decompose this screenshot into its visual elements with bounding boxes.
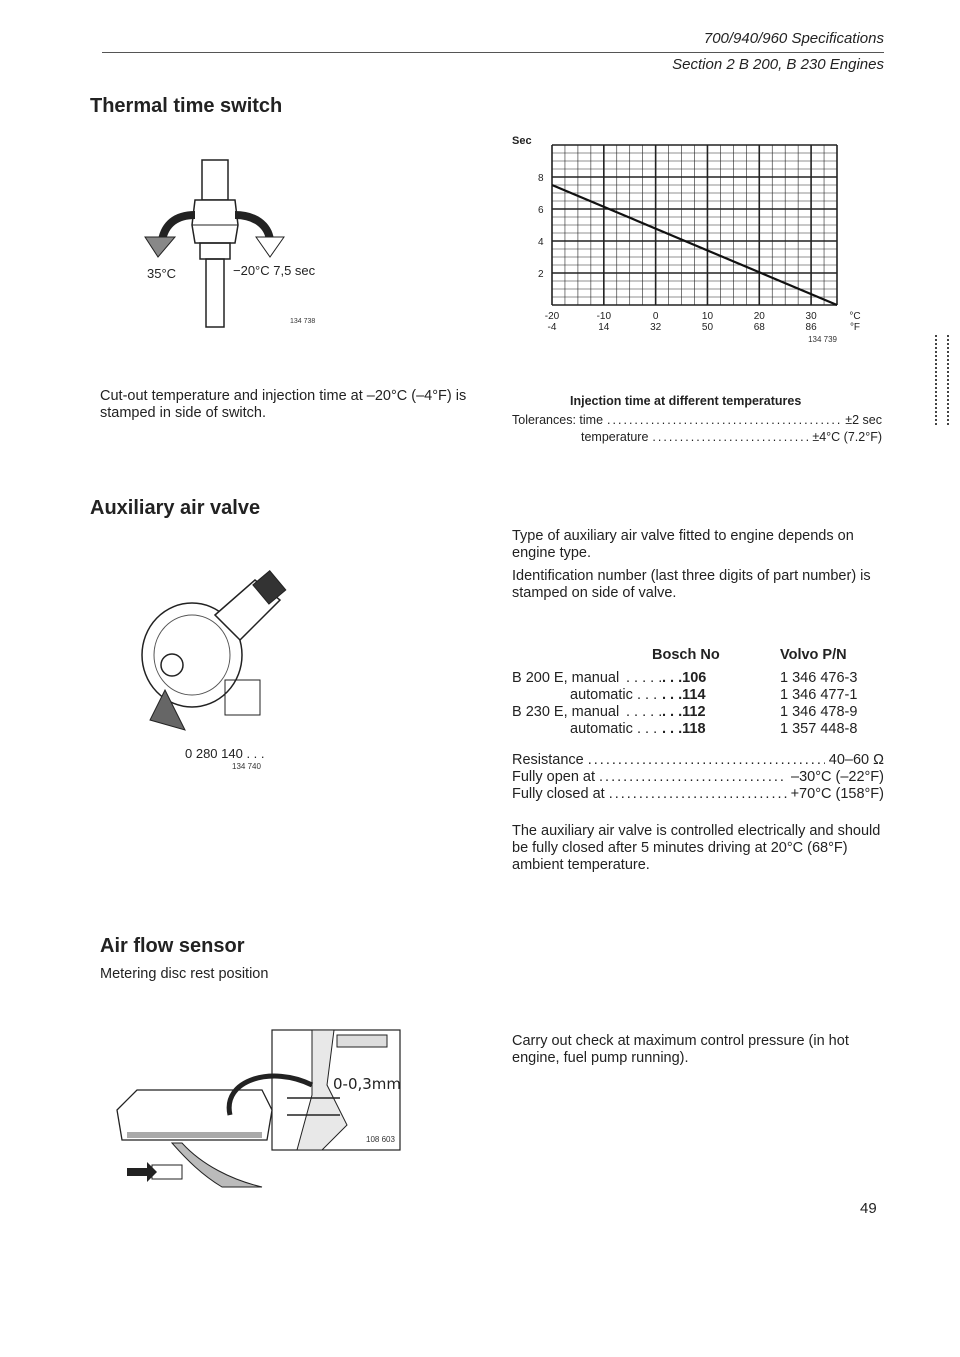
x-tick-label-c: 30 bbox=[805, 311, 817, 322]
row-volvo: 1 346 478-9 bbox=[780, 704, 858, 720]
chart-title: Injection time at different temperatures bbox=[570, 394, 802, 408]
open-label: Fully open at bbox=[512, 769, 596, 785]
row-bosch: . . .106 bbox=[662, 670, 707, 686]
y-tick-label: 6 bbox=[538, 205, 544, 216]
x-tick-label-f: 50 bbox=[701, 322, 714, 333]
col-volvo: Volvo P/N bbox=[780, 647, 847, 663]
tolerance-temp-label: temperature bbox=[581, 430, 649, 444]
x-tick-label-c: -20 bbox=[544, 311, 560, 322]
tolerance-time-row bbox=[512, 412, 882, 429]
row-bosch: . . .112 bbox=[662, 704, 706, 720]
y-tick-label: 8 bbox=[538, 173, 544, 184]
chart-fig-no: 134 739 bbox=[808, 335, 837, 344]
section-title: Section 2 B 200, B 230 Engines bbox=[672, 56, 884, 73]
row-engine: B 230 E, manual bbox=[512, 704, 620, 720]
resistance-row bbox=[512, 752, 884, 769]
x-unit-f: °F bbox=[849, 322, 861, 333]
airflow-heading: Air flow sensor bbox=[100, 935, 245, 957]
header-rule bbox=[102, 52, 884, 53]
aux-heading: Auxiliary air valve bbox=[90, 497, 261, 519]
open-value: –30°C (–22°F) bbox=[791, 769, 884, 785]
row-bosch: . . .114 bbox=[662, 687, 706, 703]
tolerance-temp-row bbox=[512, 429, 882, 446]
x-tick-label-c: 10 bbox=[701, 311, 714, 322]
y-tick-label: 4 bbox=[538, 237, 544, 248]
row-engine: B 200 E, manual bbox=[512, 670, 620, 686]
x-tick-label-f: 68 bbox=[753, 322, 765, 333]
injection-chart-svg bbox=[512, 130, 872, 375]
aux-note: The auxiliary air valve is controlled electrically and should be fully closed after 5 minutes driving at 20°C (68°F) ambient temperature. bbox=[512, 823, 881, 873]
thermal-caption: Cut-out temperature and injection time at –20°C (–4°F) is stamped in side of switch. bbox=[100, 388, 467, 421]
x-tick-label-f: -4 bbox=[547, 322, 557, 333]
closed-value: +70°C (158°F) bbox=[790, 786, 884, 802]
row-dots: . . . bbox=[637, 721, 658, 737]
row-volvo: 1 346 476-3 bbox=[780, 670, 858, 686]
table-row bbox=[512, 687, 884, 704]
x-tick-label-f: 32 bbox=[650, 322, 662, 333]
thermal-heading: Thermal time switch bbox=[90, 95, 283, 117]
thermal-fig-no: 134 738 bbox=[290, 318, 316, 325]
y-axis-label: Sec bbox=[512, 135, 532, 147]
spec-title: 700/940/960 Specifications bbox=[703, 30, 884, 47]
label-hot: 35°C bbox=[147, 266, 177, 281]
x-tick-label-c: 0 bbox=[652, 311, 659, 322]
page-number: 49 bbox=[860, 1200, 877, 1217]
airflow-subheading: Metering disc rest position bbox=[100, 966, 269, 982]
aux-specs bbox=[512, 752, 884, 803]
closed-label: Fully closed at bbox=[512, 786, 605, 802]
resistance-label: Resistance bbox=[512, 752, 584, 768]
aux-desc-2: Identification number (last three digits of part number) is stamped on side of valve. bbox=[512, 568, 871, 601]
resistance-value: 40–60 Ω bbox=[828, 752, 884, 768]
tolerances-label: Tolerances: bbox=[512, 413, 576, 427]
closed-row bbox=[512, 786, 884, 803]
airflow-figure bbox=[112, 1025, 412, 1190]
tolerance-time-value: ±2 sec bbox=[845, 413, 882, 427]
aux-valve-figure bbox=[130, 560, 300, 740]
x-tick-label-c: 20 bbox=[753, 311, 765, 322]
airflow-check: Carry out check at maximum control pressure (in hot engine, fuel pump running). bbox=[512, 1033, 849, 1066]
aux-table bbox=[512, 670, 884, 738]
open-row bbox=[512, 769, 884, 786]
row-volvo: 1 357 448-8 bbox=[780, 721, 858, 737]
row-bosch: . . .118 bbox=[662, 721, 706, 737]
row-volvo: 1 346 477-1 bbox=[780, 687, 858, 703]
row-dots: . . . bbox=[637, 687, 658, 703]
tolerances-block bbox=[512, 412, 882, 446]
label-cold: −20°C 7,5 sec bbox=[233, 263, 316, 278]
y-tick-label: 2 bbox=[538, 269, 544, 280]
airflow-fig-no: 108 603 bbox=[366, 1135, 395, 1144]
x-tick-label-c: -10 bbox=[596, 311, 612, 322]
table-row bbox=[512, 721, 884, 738]
binding-marks bbox=[935, 335, 949, 425]
tolerance-time-label: time bbox=[579, 413, 604, 427]
thermal-switch-figure bbox=[140, 155, 350, 335]
row-engine: automatic bbox=[570, 687, 633, 703]
tolerance-temp-value: ±4°C (7.2°F) bbox=[812, 430, 882, 444]
x-unit-c: °C bbox=[849, 311, 861, 322]
row-dots: . . . . . bbox=[626, 704, 663, 720]
aux-fig-part: 0 280 140 . . . bbox=[185, 746, 265, 761]
row-dots: . . . . . bbox=[626, 670, 663, 686]
table-row bbox=[512, 704, 884, 721]
aux-desc-1: Type of auxiliary air valve fitted to engine depends on engine type. bbox=[512, 528, 854, 561]
row-engine: automatic bbox=[570, 721, 633, 737]
col-bosch: Bosch No bbox=[652, 647, 720, 663]
x-tick-label-f: 14 bbox=[598, 322, 610, 333]
table-row bbox=[512, 670, 884, 687]
x-tick-label-f: 86 bbox=[805, 322, 817, 333]
aux-fig-no: 134 740 bbox=[232, 762, 261, 771]
injection-chart bbox=[512, 130, 872, 375]
gap-label: 0-0,3mm bbox=[333, 1075, 402, 1093]
